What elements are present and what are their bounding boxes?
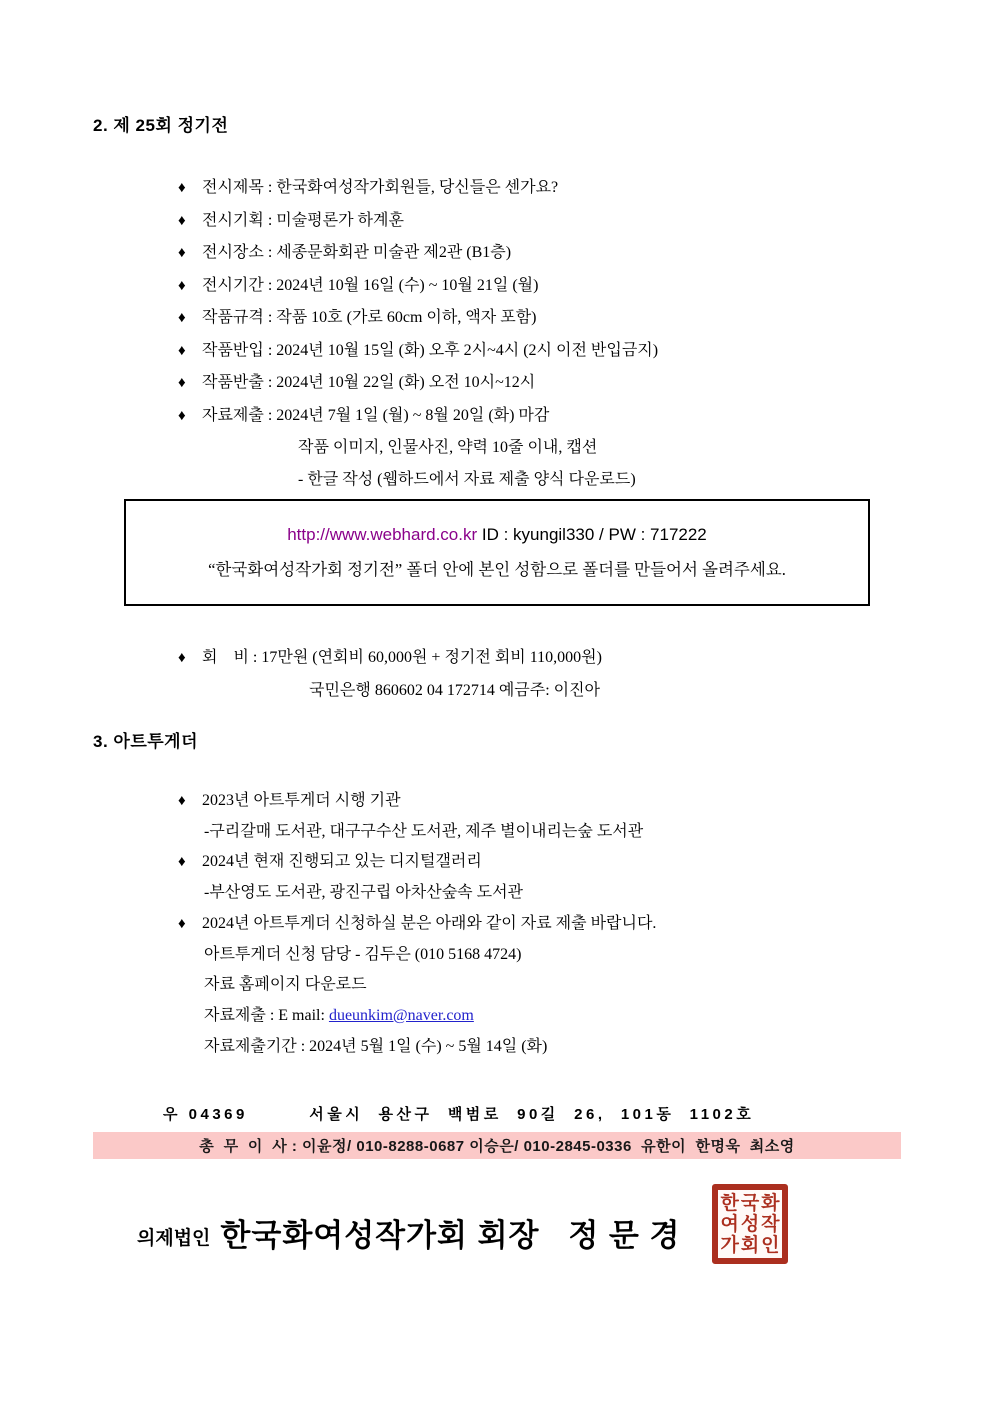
org-signature — [137, 1210, 680, 1255]
list-item-continuation — [178, 817, 656, 848]
fee-block — [178, 642, 602, 706]
list-item-text: 전시기획 : 미술평론가 하계훈 — [202, 211, 404, 229]
president-seal-stamp — [712, 1184, 788, 1264]
diamond-bullet-icon: ♦ — [178, 407, 186, 424]
list-item-text: 전시제목 : 한국화여성작가회원들, 당신들은 센가요? — [202, 179, 559, 196]
list-item-text: 전시기간 : 2024년 10월 16일 (수) ~ 10월 21일 (월) — [202, 276, 539, 294]
list-item — [178, 909, 656, 940]
seal-text-row: 가회인 — [720, 1234, 782, 1256]
diamond-bullet-icon: ♦ — [178, 915, 186, 932]
list-item-text: -부산영도 도서관, 광진구립 아차산숲속 도서관 — [204, 884, 523, 902]
list-item-text: 2023년 아트투게더 시행 기관 — [202, 792, 401, 809]
list-item-text: 자료제출 : 2024년 7월 1일 (월) ~ 8월 20일 (화) 마감 — [202, 406, 550, 424]
webhard-credentials-line — [126, 525, 868, 545]
diamond-bullet-icon: ♦ — [178, 793, 186, 809]
postal-address: 우 04369 서울시 용산구 백범로 90길 26, 101동 1102호 — [163, 1106, 755, 1123]
fee-line — [178, 642, 602, 675]
webhard-info-box — [124, 499, 870, 606]
list-item-continuation — [178, 940, 656, 971]
diamond-bullet-icon: ♦ — [178, 245, 186, 261]
list-item-continuation — [178, 432, 658, 464]
section-2-list — [178, 172, 658, 495]
section-3-list — [178, 786, 656, 1062]
list-item-text: - 한글 작성 (웹하드에서 자료 제출 양식 다운로드) — [298, 470, 636, 488]
list-item — [178, 172, 658, 205]
list-item-text: 2024년 현재 진행되고 있는 디지털갤러리 — [202, 853, 482, 871]
list-item — [178, 237, 658, 270]
section-3-heading: 3. 아트투게더 — [93, 732, 199, 751]
list-item-text: 작품반출 : 2024년 10월 22일 (화) 오전 10시~12시 — [202, 374, 536, 391]
webhard-credentials: ID : kyungil330 / PW : 717222 — [477, 525, 707, 544]
list-item — [178, 270, 658, 303]
list-item-continuation — [178, 464, 658, 496]
list-item — [178, 786, 656, 817]
list-item-text: 작품반입 : 2024년 10월 15일 (화) 오후 2시~4시 (2시 이전 반입금지) — [202, 341, 659, 359]
diamond-bullet-icon: ♦ — [178, 854, 186, 871]
email-link[interactable]: dueunkim@naver.com — [328, 1006, 474, 1024]
diamond-bullet-icon: ♦ — [178, 375, 186, 391]
submission-email-prefix: 자료제출 : E mail: — [204, 1006, 329, 1024]
list-item-continuation — [178, 878, 656, 909]
list-item-text: 2024년 아트투게더 신청하실 분은 아래와 같이 자료 제출 바랍니다. — [202, 914, 657, 932]
list-item-text: 작품 이미지, 인물사진, 약력 10줄 이내, 캡션 — [298, 439, 598, 456]
list-item — [178, 400, 658, 433]
seal-text-row: 한국화 — [720, 1192, 782, 1214]
submission-email-line — [178, 1001, 656, 1032]
staff-contact-text: 총 무 이 사 : 이윤정/ 010-8288-0687 이승은/ 010-2845-0336 유한이 한명욱 최소영 — [199, 1138, 795, 1155]
list-item — [178, 367, 658, 400]
list-item — [178, 335, 658, 368]
diamond-bullet-icon: ♦ — [178, 212, 186, 229]
staff-contact-band — [93, 1132, 901, 1159]
list-item — [178, 847, 656, 878]
list-item-text: 작품규격 : 작품 10호 (가로 60cm 이하, 액자 포함) — [202, 309, 537, 326]
fee-text: 회 비 : 17만원 (연회비 60,000원 + 정기전 회비 110,000원) — [202, 649, 602, 666]
list-item-continuation — [178, 1032, 656, 1063]
list-item-text: 자료제출기간 : 2024년 5월 1일 (수) ~ 5월 14일 (화) — [204, 1037, 548, 1055]
list-item — [178, 302, 658, 335]
bank-account-line — [178, 675, 602, 707]
webhard-url-link[interactable]: http://www.webhard.co.kr — [287, 525, 478, 544]
seal-text-row: 여성작 — [720, 1213, 782, 1235]
list-item-text: 아트투게더 신청 담당 - 김두은 (010 5168 4724) — [204, 945, 522, 963]
list-item — [178, 205, 658, 238]
webhard-instruction: “한국화여성작가회 정기전” 폴더 안에 본인 성함으로 폴더를 만들어서 올려주세요. — [208, 560, 786, 579]
list-item-text: 자료 홈페이지 다운로드 — [204, 976, 367, 994]
bank-account-text: 국민은행 860602 04 172714 예금주: 이진아 — [309, 681, 601, 699]
signature-text: 한국화여성작가회 회장 정 문 경 — [220, 1218, 681, 1253]
list-item-text: -구리갈매 도서관, 대구구수산 도서관, 제주 별이내리는숲 도서관 — [204, 822, 644, 840]
diamond-bullet-icon: ♦ — [178, 180, 186, 196]
diamond-bullet-icon: ♦ — [178, 277, 186, 294]
list-item-text: 전시장소 : 세종문화회관 미술관 제2관 (B1층) — [202, 244, 512, 261]
diamond-bullet-icon: ♦ — [178, 310, 186, 326]
diamond-bullet-icon: ♦ — [178, 342, 186, 359]
list-item-continuation — [178, 970, 656, 1001]
diamond-bullet-icon: ♦ — [178, 650, 186, 666]
section-2-heading: 2. 제 25회 정기전 — [93, 116, 229, 135]
signature-prefix: 의제법인 — [137, 1228, 211, 1249]
